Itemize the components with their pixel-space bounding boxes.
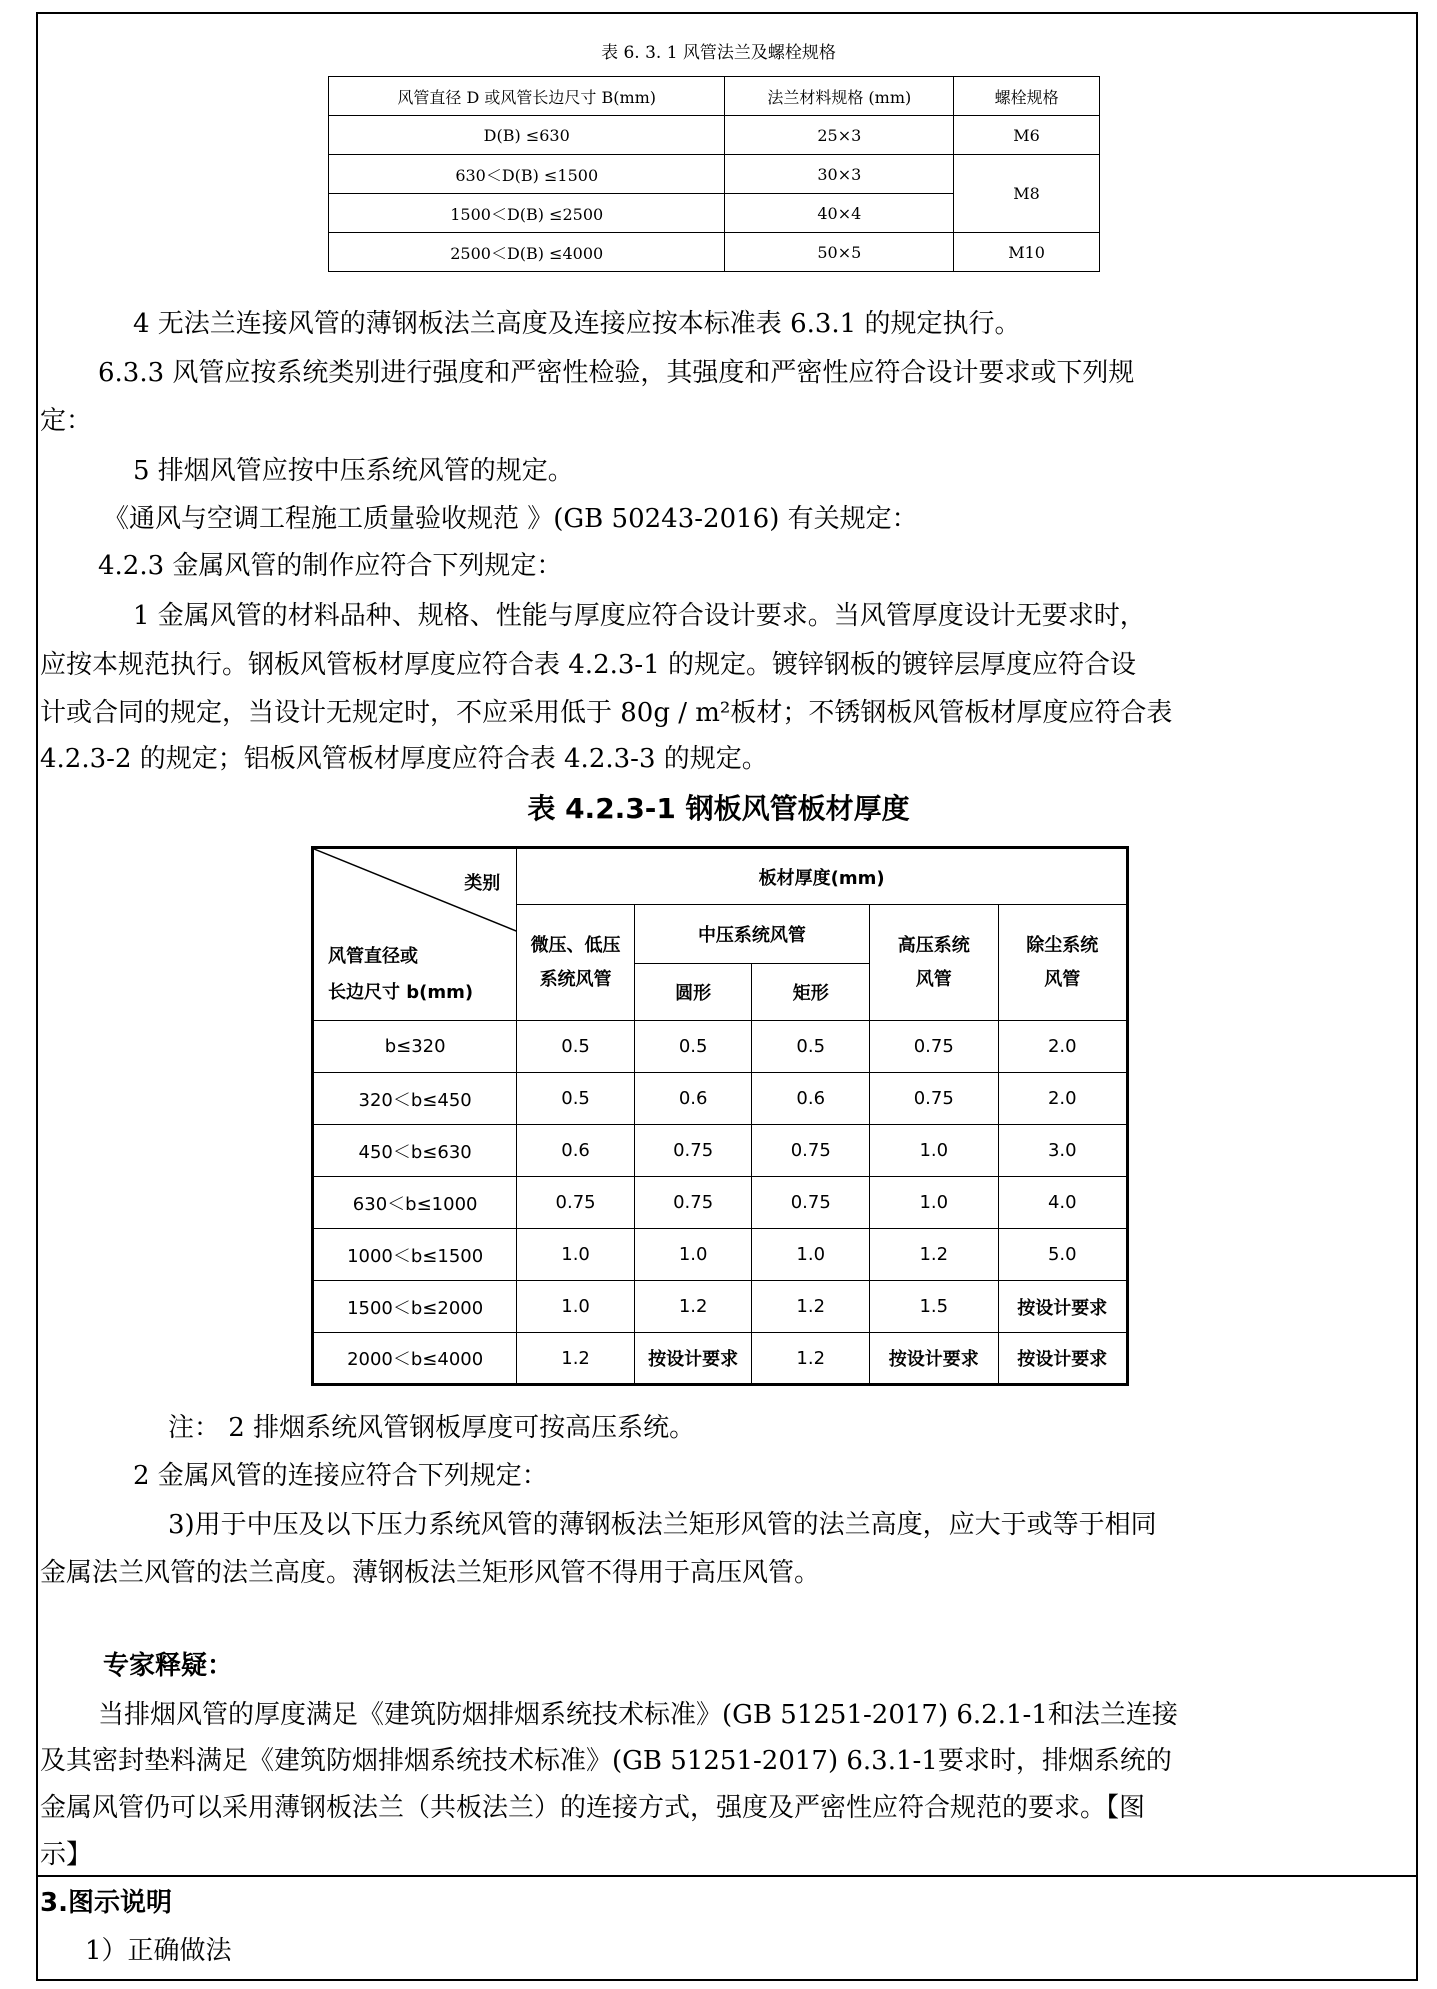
table-631-caption: 表 6. 3. 1 风管法兰及螺栓规格	[601, 43, 836, 63]
table-row	[313, 1281, 1128, 1333]
table-cell: 630＜D(B) ≤1500	[329, 155, 725, 194]
table-4231	[311, 846, 1129, 1386]
paragraph: 及其密封垫料满足《建筑防烟排烟系统技术标准》(GB 51251-2017) 6.3.1-1要求时，排烟系统的	[40, 1746, 1172, 1776]
table-cell: 1.2	[634, 1281, 752, 1333]
paragraph: 4.2.3-2 的规定；铝板风管板材厚度应符合表 4.2.3-3 的规定。	[40, 744, 768, 774]
section-divider	[36, 1875, 1418, 1877]
table-cell: 0.5	[634, 1021, 752, 1073]
table-cell: 按设计要求	[634, 1333, 752, 1385]
paragraph: 1 金属风管的材料品种、规格、性能与厚度应符合设计要求。当风管厚度设计无要求时，	[133, 601, 1146, 631]
table-row	[329, 155, 1100, 194]
paragraph: 当排烟风管的厚度满足《建筑防烟排烟系统技术标准》(GB 51251-2017) 6.2.1-1和法兰连接	[98, 1700, 1178, 1730]
table-cell: 按设计要求	[998, 1281, 1127, 1333]
table-cell: 30×3	[725, 155, 954, 194]
table-cell: 1.2	[752, 1333, 870, 1385]
paragraph: 金属风管仍可以采用薄钢板法兰（共板法兰）的连接方式，强度及严密性应符合规范的要求。【图	[40, 1793, 1146, 1823]
corner-label-bottom: 风管直径或 长边尺寸 b(mm)	[328, 946, 474, 1003]
table-cell: 1.2	[517, 1333, 635, 1385]
table-body	[313, 1021, 1128, 1385]
table-header-cell: 中压系统风管	[634, 905, 869, 964]
table-header-cell: 矩形	[752, 964, 870, 1021]
table-row	[313, 1073, 1128, 1125]
table-row	[313, 1229, 1128, 1281]
table-row	[329, 77, 1100, 116]
table-cell: 0.5	[752, 1021, 870, 1073]
list-item: 1）正确做法	[85, 1936, 232, 1966]
table-cell: 1.0	[752, 1229, 870, 1281]
table-cell: 25×3	[725, 116, 954, 155]
table-corner-cell	[313, 848, 517, 1021]
table-cell: D(B) ≤630	[329, 116, 725, 155]
paragraph: 《通风与空调工程施工质量验收规范 》(GB 50243-2016) 有关规定：	[103, 504, 918, 534]
section-title: 3.图示说明	[40, 1888, 172, 1918]
table-cell: 0.75	[634, 1125, 752, 1177]
table-cell: 1.0	[870, 1125, 999, 1177]
table-cell: 40×4	[725, 194, 954, 233]
table-cell: 1.0	[870, 1177, 999, 1229]
table-row	[313, 1125, 1128, 1177]
paragraph: 定：	[40, 406, 93, 436]
table-row	[329, 116, 1100, 155]
table-header-cell: 高压系统 风管	[870, 905, 999, 1021]
table-cell: 4.0	[998, 1177, 1127, 1229]
table-cell: 0.6	[634, 1073, 752, 1125]
table-header-cell: 微压、低压 系统风管	[517, 905, 635, 1021]
table-631	[328, 76, 1100, 272]
table-row	[313, 848, 1128, 905]
table-cell: 0.5	[517, 1073, 635, 1125]
note: 注： 2 排烟系统风管钢板厚度可按高压系统。	[168, 1413, 696, 1443]
table-header-cell: 法兰材料规格 (mm)	[725, 77, 954, 116]
paragraph: 4 无法兰连接风管的薄钢板法兰高度及连接应按本标准表 6.3.1 的规定执行。	[133, 309, 1021, 339]
table-cell: 按设计要求	[998, 1333, 1127, 1385]
table-cell: 2000＜b≤4000	[313, 1333, 517, 1385]
paragraph: 4.2.3 金属风管的制作应符合下列规定：	[98, 551, 563, 581]
table-cell: 1500＜b≤2000	[313, 1281, 517, 1333]
table-cell: 1.2	[870, 1229, 999, 1281]
table-cell: M8	[954, 155, 1100, 233]
paragraph: 示】	[40, 1840, 93, 1870]
table-cell: 630＜b≤1000	[313, 1177, 517, 1229]
table-cell: 0.75	[752, 1125, 870, 1177]
table-row	[313, 1333, 1128, 1385]
table-cell: 0.75	[870, 1021, 999, 1073]
table-cell: 0.6	[517, 1125, 635, 1177]
table-cell: b≤320	[313, 1021, 517, 1073]
table-cell: 3.0	[998, 1125, 1127, 1177]
table-cell: 1500＜D(B) ≤2500	[329, 194, 725, 233]
table-cell: 1.2	[752, 1281, 870, 1333]
table-header-cell: 圆形	[634, 964, 752, 1021]
table-header-cell: 螺栓规格	[954, 77, 1100, 116]
table-cell: 1.0	[517, 1281, 635, 1333]
table-cell: 2.0	[998, 1073, 1127, 1125]
table-cell: 0.6	[752, 1073, 870, 1125]
paragraph: 2 金属风管的连接应符合下列规定：	[133, 1461, 548, 1491]
paragraph: 6.3.3 风管应按系统类别进行强度和严密性检验，其强度和严密性应符合设计要求或下列规	[98, 358, 1135, 388]
table-header-cell: 风管直径 D 或风管长边尺寸 B(mm)	[329, 77, 725, 116]
table-cell: 1000＜b≤1500	[313, 1229, 517, 1281]
table-cell: 0.5	[517, 1021, 635, 1073]
paragraph: 计或合同的规定，当设计无规定时，不应采用低于 80g / m²板材；不锈钢板风管板材厚度应符合表	[40, 698, 1173, 728]
paragraph: 金属法兰风管的法兰高度。薄钢板法兰矩形风管不得用于高压风管。	[40, 1558, 821, 1588]
table-cell: 2500＜D(B) ≤4000	[329, 233, 725, 272]
paragraph: 应按本规范执行。钢板风管板材厚度应符合表 4.2.3-1 的规定。镀锌钢板的镀锌层厚度应符合设	[40, 650, 1137, 680]
table-cell: 5.0	[998, 1229, 1127, 1281]
table-cell: 1.0	[517, 1229, 635, 1281]
paragraph: 5 排烟风管应按中压系统风管的规定。	[133, 456, 574, 486]
table-cell: M6	[954, 116, 1100, 155]
table-cell: 2.0	[998, 1021, 1127, 1073]
corner-label-top: 类别	[464, 873, 501, 894]
table-cell: 0.75	[752, 1177, 870, 1229]
expert-title: 专家释疑：	[103, 1651, 234, 1681]
table-cell: 0.75	[517, 1177, 635, 1229]
table-cell: 1.5	[870, 1281, 999, 1333]
table-cell: 450＜b≤630	[313, 1125, 517, 1177]
table-header-cell: 板材厚度(mm)	[517, 848, 1128, 905]
table-cell: 320＜b≤450	[313, 1073, 517, 1125]
table-cell: 按设计要求	[870, 1333, 999, 1385]
table-4231-caption: 表 4.2.3-1 钢板风管板材厚度	[527, 792, 910, 825]
table-row	[313, 1021, 1128, 1073]
table-cell: 1.0	[634, 1229, 752, 1281]
table-row	[329, 233, 1100, 272]
table-cell: 0.75	[870, 1073, 999, 1125]
table-cell: M10	[954, 233, 1100, 272]
table-cell: 50×5	[725, 233, 954, 272]
table-cell: 0.75	[634, 1177, 752, 1229]
table-row	[313, 1177, 1128, 1229]
table-header-cell: 除尘系统 风管	[998, 905, 1127, 1021]
paragraph: 3)用于中压及以下压力系统风管的薄钢板法兰矩形风管的法兰高度，应大于或等于相同	[168, 1510, 1157, 1540]
